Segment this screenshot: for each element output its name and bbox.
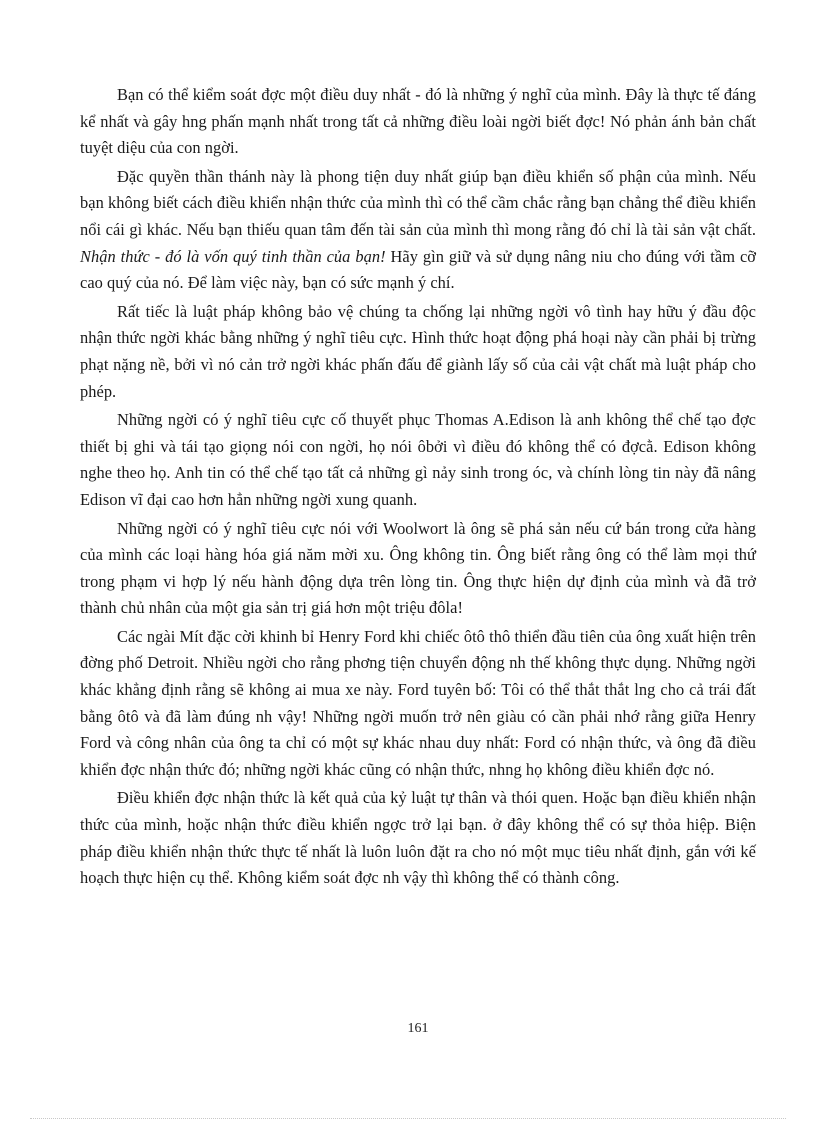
bottom-divider: [30, 1118, 786, 1119]
paragraph-6: Các ngài Mít đặc cời khinh bỉ Henry Ford khi chiếc ôtô thô thiển đầu tiên của ông xuất hiện trên đờng phố Detroit. Nhiều ngời cho rằng phơng tiện chuyển động nh thế không thực dụng. Những ngời khác khẳng định rằng sẽ không ai mua xe này. Ford tuyên bố: Tôi có thể thắt thắt lng cho cả trái đất bằng ôtô và đã làm đúng nh vậy! Những ngời muốn trở nên giàu có cần phải nhớ rằng giữa Henry Ford và công nhân của ông ta chỉ có một sự khác nhau duy nhất: Ford có nhận thức, và ông đã điều khiển đợc nhận thức đó; những ngời khác cũng có nhận thức, nhng họ không điều khiển đợc nó.: [80, 626, 756, 779]
paragraph-2-tail: Hãy gìn giữ và sử dụng nâng niu cho đúng với tầm cỡ cao quý của nó. Để làm việc này, bạn có sức mạnh ý chí.: [80, 246, 756, 293]
paragraph-4: Những ngời có ý nghĩ tiêu cực cố thuyết phục Thomas A.Edison là anh không thể chế tạo đợc thiết bị ghi và tái tạo giọng nói con ngời, họ nói ôbởi vì điều đó không thể có đợcằ. Edison không nghe theo họ. Anh tin có thể chế tạo tất cả những gì nảy sinh trong óc, và chính lòng tin này đã nâng Edison vĩ đại cao hơn hẳn những ngời xung quanh.: [80, 410, 756, 509]
paragraph-3: Rất tiếc là luật pháp không bảo vệ chúng ta chống lại những ngời vô tình hay hữu ý đầu độc nhận thức ngời khác bằng những ý nghĩ tiêu cực. Hình thức hoạt động phá hoại này cần phải bị trừng phạt nặng nề, bởi vì nó cản trở ngời khác phấn đấu để giành lấy số của cải vật chất mà luật pháp cho phép.: [80, 301, 756, 401]
paragraph-5: Những ngời có ý nghĩ tiêu cực nói với Woolwort là ông sẽ phá sản nếu cứ bán trong cửa hàng của mình các loại hàng hóa giá năm mời xu. Ông không tin. Ông biết rằng ông có thể làm mọi thứ trong phạm vi hợp lý nếu hành động dựa trên lòng tin. Ông thực hiện dự định của mình và đã trở thành chủ nhân của một gia sản trị giá hơn một triệu đôla!: [80, 518, 756, 618]
paragraph-1: Bạn có thể kiểm soát đợc một điều duy nhất - đó là những ý nghĩ của mình. Đây là thực tế đáng kể nhất và gây hng phấn mạnh nhất trong tất cả những điều loài ngời biết đợc! Nó phản ánh bản chất tuyệt diệu của con ngời.: [80, 85, 756, 158]
paragraph-2: [80, 164, 756, 297]
paragraph-2-italic: Nhận thức - đó là vốn quý tinh thần của bạn!: [80, 246, 386, 266]
paragraph-2-text: Đặc quyền thần thánh này là phong tiện duy nhất giúp bạn điều khiển số phận của mình. Nếu bạn không biết cách điều khiển nhận thức của mình thì có thể cầm chắc rằng bạn chẳng thể điều khiển nổi cái gì khác. Nếu bạn thiếu quan tâm đến tài sản của mình thì mong rằng đó chỉ là tài sản vật chất.: [80, 166, 756, 239]
document-body: [80, 82, 756, 894]
paragraph-7: Điều khiển đợc nhận thức là kết quả của kỷ luật tự thân và thói quen. Hoặc bạn điều khiển nhận thức của mình, hoặc nhận thức điều khiển ngợc trở lại bạn. ở đây không thể có sự thỏa hiệp. Biện pháp điều khiển nhận thức thực tế nhất là luôn luôn đặt ra cho nó một mục tiêu nhất định, gắn với kế hoạch thực hiện cụ thể. Không kiểm soát đợc nh vậy thì không thể có thành công.: [80, 788, 756, 888]
page-number: 161: [407, 1021, 429, 1036]
